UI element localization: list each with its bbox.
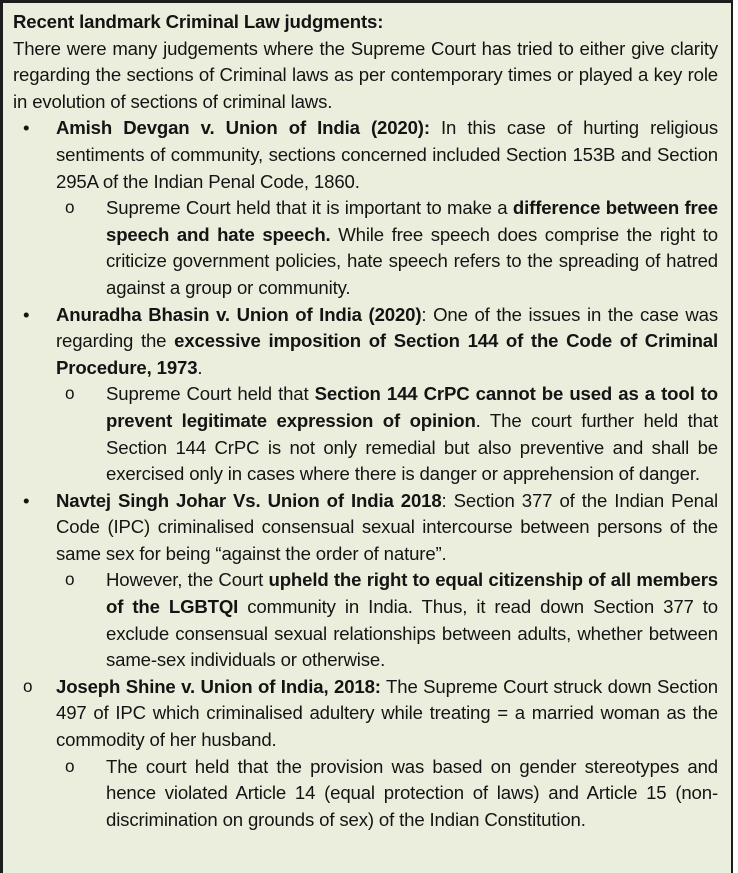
text-run: Joseph Shine v. Union of India, 2018: [56, 675, 381, 697]
text-run: Amish Devgan v. Union of India (2020): [56, 117, 430, 139]
bullet-list [13, 115, 718, 833]
text-run: The Supreme Court struck down Section 497 of IPC which criminalised adultery while treating = a married woman as the commodity of her husband. [56, 675, 718, 751]
circle-bullet-icon: o [65, 384, 75, 404]
list-item [13, 754, 718, 834]
list-item [13, 381, 718, 487]
text-run: Supreme Court held that it is important to make a [106, 197, 513, 219]
text-run: In this case of hurting religious sentiments of community, sections concerned included Section 153B and Section 295A of the Indian Penal Code, 1860. [56, 117, 718, 192]
filled-bullet-icon: • [23, 117, 30, 139]
list-item [13, 567, 718, 673]
text-run: upheld the right to equal citizenship of all members of the LGBTQI [106, 569, 718, 618]
filled-bullet-icon: • [23, 489, 30, 511]
text-run: excessive imposition of Section 144 of the Code of Criminal Procedure, 1973 [56, 330, 718, 378]
intro-paragraph: There were many judgements where the Supreme Court has tried to either give clarity regarding the sections of Criminal laws as per contemporary times or played a key role in evolution of sections of criminal laws. [13, 37, 718, 112]
text-run: Anuradha Bhasin v. Union of India (2020) [56, 303, 422, 325]
page-title: Recent landmark Criminal Law judgments: [13, 11, 384, 32]
text-run: community in India. Thus, it read down Section 377 to exclude consensual sexual relationships between adults, whether between same-sex individuals or otherwise. [106, 596, 718, 671]
text-run: . [197, 356, 203, 378]
text-run: . The court further held that Section 144 CrPC is not only remedial but also preventive and shall be exercised only in cases where there is danger or apprehension of danger. [106, 409, 718, 485]
text-run: While free speech does comprise the right to criticize government policies, hate speech refers to the spreading of hatred against a group or community. [106, 223, 718, 298]
circle-bullet-icon: o [65, 570, 75, 590]
filled-bullet-icon: • [23, 303, 30, 325]
list-item [13, 115, 718, 195]
text-run: difference between free speech and hate speech. [106, 197, 718, 245]
list-item [13, 195, 718, 301]
text-run: : One of the issues in the case was regarding the [56, 303, 718, 352]
text-run: Supreme Court held that [106, 383, 315, 405]
text-run: However, the Court [106, 569, 269, 591]
text-run: Navtej Singh Johar Vs. Union of India 2018 [56, 489, 442, 511]
text-run: : Section 377 of the Indian Penal Code (IPC) criminalised consensual sexual intercourse between persons of the same sex for being “against the order of nature”. [56, 489, 718, 564]
document-body [13, 9, 718, 833]
circle-bullet-icon: o [65, 198, 75, 218]
list-item [13, 488, 718, 568]
circle-bullet-icon: o [65, 756, 75, 776]
list-item [13, 674, 718, 754]
text-run: The court held that the provision was based on gender stereotypes and hence violated Article 14 (equal protection of laws) and Article 15 (non-discrimination on grounds of sex) of the Indian Constitution. [106, 755, 718, 830]
text-run: Section 144 CrPC cannot be used as a tool to prevent legitimate expression of opinion [106, 383, 718, 431]
list-item [13, 302, 718, 382]
circle-bullet-icon: o [23, 676, 33, 696]
